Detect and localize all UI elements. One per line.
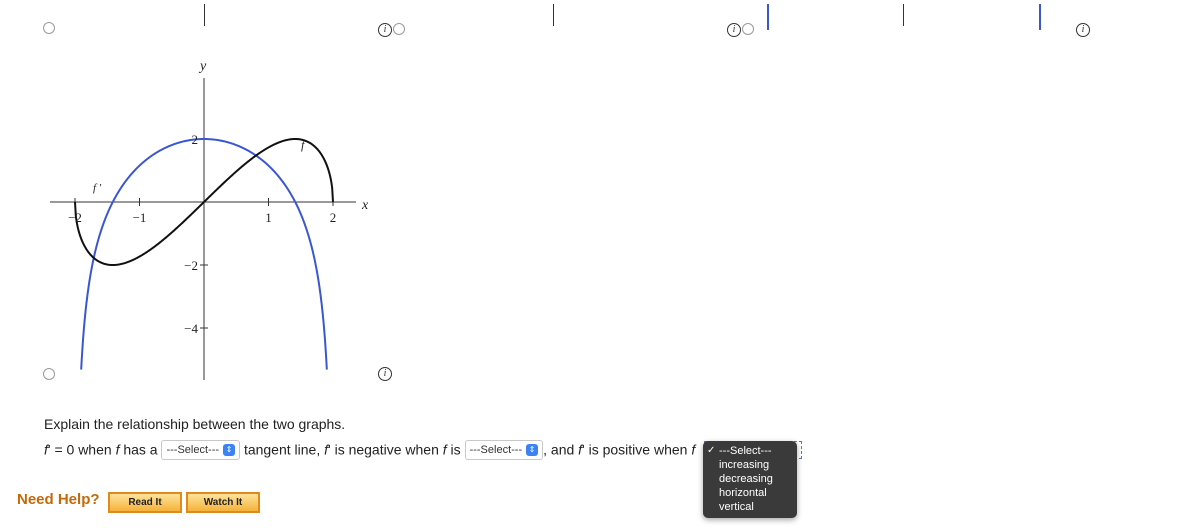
math-f: f [115, 441, 120, 458]
sentence-text: is [450, 441, 461, 458]
dropdown-option[interactable]: ✓ ---Select--- [707, 445, 772, 457]
graph-fragment-line [903, 4, 904, 26]
dropdown-option[interactable]: increasing [719, 459, 770, 471]
radio-option-3[interactable] [742, 23, 754, 35]
dropdown-menu [703, 441, 797, 518]
x-tick-label: 1 [265, 210, 272, 225]
x-tick-label: −1 [132, 210, 147, 225]
sentence-text: has a [123, 441, 158, 458]
read-it-button[interactable]: Read It [108, 492, 182, 513]
sentence-text: ' = 0 when [47, 441, 112, 458]
question-prompt: Explain the relationship between the two graphs. [44, 416, 346, 432]
sentence-text: ' is positive when [582, 441, 688, 458]
sentence-text: tangent line, [243, 441, 321, 458]
x-tick-label: −2 [68, 210, 82, 225]
math-f: f [691, 441, 696, 458]
info-icon[interactable]: i [1076, 23, 1090, 37]
math-f: f [442, 441, 447, 458]
dropdown-option[interactable]: decreasing [719, 473, 773, 485]
select-tangent-type[interactable] [161, 440, 240, 460]
radio-option-2[interactable] [393, 23, 405, 35]
graph-f-and-fprime [40, 50, 380, 380]
select-value: ---Select--- [469, 444, 523, 456]
question-sentence [44, 441, 695, 461]
graph-fragment-fprime [767, 4, 769, 30]
math-f: f [44, 441, 48, 458]
y-tick-label: 2 [191, 132, 198, 147]
math-f: f [578, 441, 583, 458]
fprime-curve-label: f ' [93, 182, 102, 194]
select-value: ---Select--- [166, 444, 220, 456]
graph-fragment-fprime [1039, 4, 1041, 30]
checkmark-icon: ✓ [707, 445, 716, 456]
sentence-text: ' is negative when [328, 441, 439, 458]
y-tick-label: −4 [184, 321, 198, 336]
dropdown-option[interactable]: vertical [719, 501, 754, 513]
select-arrow-icon: ⇕ [526, 444, 538, 456]
need-help-label: Need Help? [17, 491, 100, 508]
dropdown-option[interactable]: horizontal [719, 487, 767, 499]
radio-option-1[interactable] [43, 22, 55, 34]
x-tick-label: 2 [329, 210, 337, 225]
math-f: f [324, 441, 329, 458]
graph-fragment-line [204, 4, 205, 26]
select-arrow-icon: ⇕ [223, 444, 235, 456]
info-icon[interactable]: i [727, 23, 741, 37]
graph-fragment-line [553, 4, 554, 26]
y-axis-label: y [200, 59, 207, 74]
sentence-text: , and [543, 441, 575, 458]
watch-it-button[interactable]: Watch It [186, 492, 260, 513]
info-icon[interactable]: i [378, 23, 392, 37]
info-icon[interactable]: i [378, 367, 392, 381]
y-tick-label: −2 [184, 258, 198, 273]
x-axis-label: x [362, 198, 369, 213]
select-negative-behavior[interactable] [465, 440, 544, 460]
f-curve-label: f [301, 138, 305, 152]
